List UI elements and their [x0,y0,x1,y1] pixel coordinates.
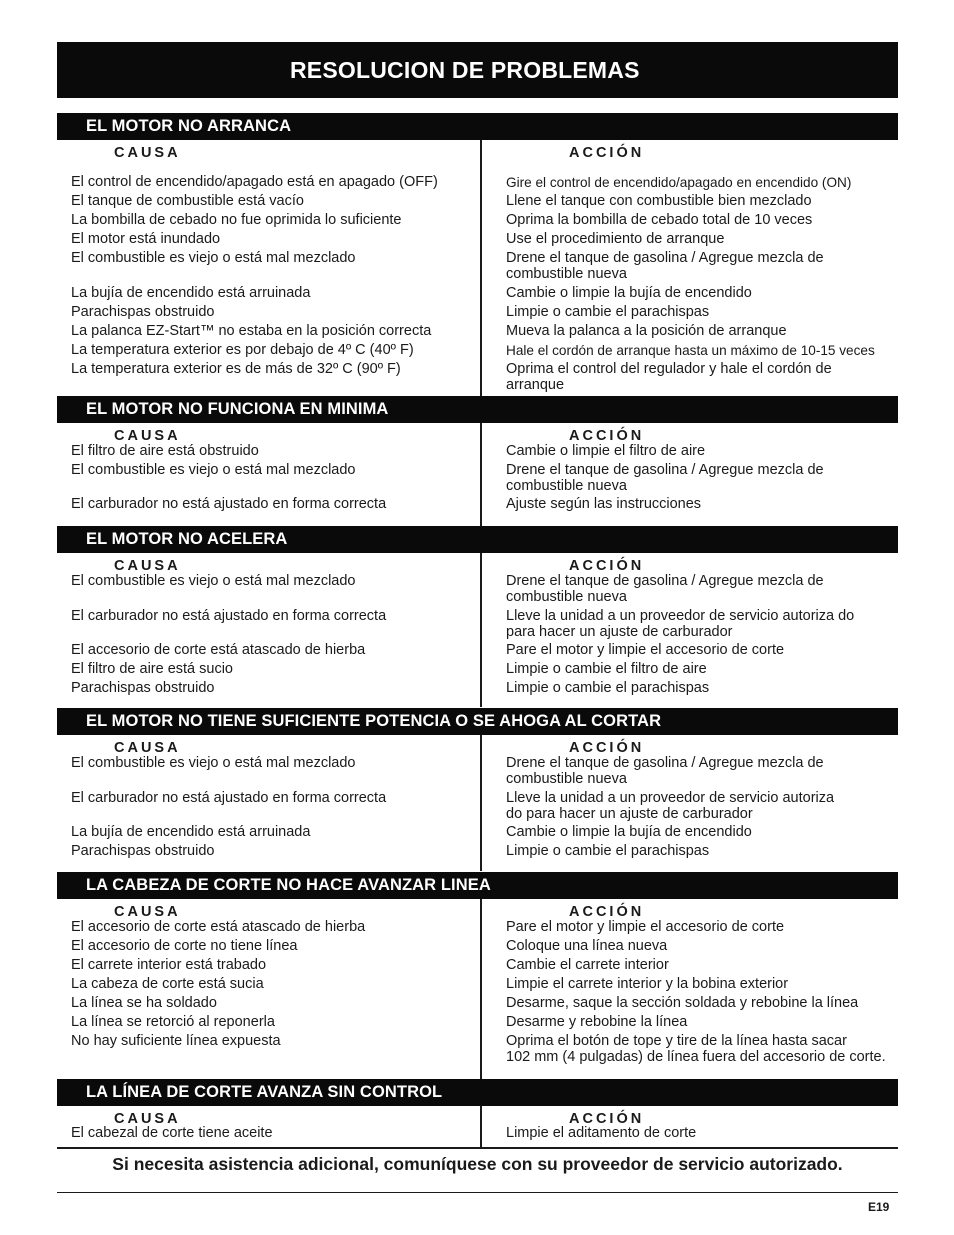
cause-text: La bujía de encendido está arruinada [71,824,311,840]
action-line: Limpie el carrete interior y la bobina exterior [506,976,789,992]
action-heading: ACCIÓN [569,145,645,161]
section [57,708,898,871]
cause-text: El control de encendido/apagado está en apagado (OFF) [71,174,438,190]
action-text [506,1015,687,1031]
footer-note: Si necesita asistencia adicional, comuníquese con su proveedor de servicio autorizado. [112,1154,843,1174]
action-heading: ACCIÓN [569,904,645,920]
action-text [506,232,724,248]
section-body [57,140,898,396]
cause-text: La cabeza de corte está sucia [71,976,264,992]
page-number: E19 [868,1200,890,1214]
action-line: Limpie el aditamento de corte [506,1125,697,1141]
bottom-rule [57,1192,898,1193]
cause-column [71,899,471,1079]
cause-heading: CAUSA [114,145,181,161]
action-column [506,899,916,1079]
action-text [506,286,752,302]
action-line: Lleve la unidad a un proveedor de servicio autoriza [506,790,835,806]
cause-heading: CAUSA [114,558,181,574]
action-heading: ACCIÓN [569,428,645,444]
cause-text: El combustible es viejo o está mal mezclado [71,573,356,589]
column-divider [480,423,482,527]
cause-text: La línea se ha soldado [71,995,217,1011]
section-body [57,735,898,871]
action-line: Use el procedimiento de arranque [506,231,725,247]
action-heading: ACCIÓN [569,1111,645,1127]
action-line: Cambie o limpie la bujía de encendido [506,285,752,301]
cause-column [71,140,471,396]
action-line: Limpie o cambie el parachispas [506,680,710,696]
cause-text: Parachispas obstruido [71,680,215,696]
action-column [506,1106,916,1148]
action-line: combustible nueva [506,477,627,494]
cause-text: El carburador no está ajustado en forma correcta [71,790,387,806]
action-text [506,213,812,229]
cause-text: La bujía de encendido está arruinada [71,285,311,301]
action-text [506,574,824,605]
cause-text: El combustible es viejo o está mal mezclado [71,250,356,266]
action-text [506,324,787,340]
cause-text: El accesorio de corte está atascado de hierba [71,642,366,658]
action-line: Llene el tanque con combustible bien mezclado [506,193,812,209]
action-line: Desarme, saque la sección soldada y rebobine la línea [506,995,859,1011]
action-line: Pare el motor y limpie el accesorio de corte [506,642,785,658]
section-body [57,899,898,1079]
action-text [506,497,701,513]
action-line: Cambie el carrete interior [506,957,669,973]
cause-heading: CAUSA [114,740,181,756]
action-line: do para hacer un ajuste de carburador [506,805,753,822]
action-line: Oprima el botón de tope y tire de la línea hasta sacar [506,1033,847,1049]
action-column [506,423,916,527]
action-line: Gire el control de encendido/apagado en encendido (ON) [506,175,852,190]
column-divider [480,899,482,1079]
section [57,113,898,396]
section-body [57,423,898,527]
cause-text: El tanque de combustible está vacío [71,193,304,209]
cause-heading: CAUSA [114,1111,181,1127]
action-line: Drene el tanque de gasolina / Agregue mezcla de [506,462,824,478]
action-line: Drene el tanque de gasolina / Agregue mezcla de [506,755,824,771]
cause-column [71,553,471,707]
action-text [506,305,709,321]
action-line: combustible nueva [506,770,627,787]
cause-text: No hay suficiente línea expuesta [71,1033,281,1049]
action-text [506,463,824,494]
action-text [506,681,709,697]
action-text [506,251,824,282]
action-line: arranque [506,376,565,393]
action-line: combustible nueva [506,588,627,605]
section [57,526,898,707]
action-text [506,977,788,993]
section-header: EL MOTOR NO TIENE SUFICIENTE POTENCIA O SE AHOGA AL CORTAR [57,708,898,735]
action-line: combustible nueva [506,265,627,282]
action-column [506,735,916,871]
action-text [506,920,784,936]
column-divider [480,1106,482,1148]
cause-text: El accesorio de corte está atascado de hierba [71,919,366,935]
action-text [506,791,834,822]
cause-text: El cabezal de corte tiene aceite [71,1125,273,1141]
cause-text: La línea se retorció al reponerla [71,1014,275,1030]
action-line: Cambie o limpie la bujía de encendido [506,824,752,840]
action-line: Lleve la unidad a un proveedor de servicio autoriza do [506,608,855,624]
action-line: Hale el cordón de arranque hasta un máximo de 10-15 veces [506,343,875,358]
cause-text: La palanca EZ-Start™ no estaba en la posición correcta [71,323,432,339]
action-text [506,362,832,393]
section-header: LA CABEZA DE CORTE NO HACE AVANZAR LINEA [57,872,898,899]
cause-text: El carburador no está ajustado en forma correcta [71,608,387,624]
section-header: EL MOTOR NO FUNCIONA EN MINIMA [57,396,898,423]
action-line: Ajuste según las instrucciones [506,496,702,512]
action-line: Oprima el control del regulador y hale el cordón de [506,361,832,377]
cause-column [71,1106,471,1148]
cause-text: Parachispas obstruido [71,304,215,320]
action-line: Drene el tanque de gasolina / Agregue mezcla de [506,573,824,589]
cause-text: El carrete interior está trabado [71,957,267,973]
cause-text: El motor está inundado [71,231,221,247]
action-column [506,140,916,396]
action-line: Pare el motor y limpie el accesorio de corte [506,919,785,935]
page-title-bar [57,42,898,98]
section-header: EL MOTOR NO ACELERA [57,526,898,553]
action-text [506,825,752,841]
cause-text: El combustible es viejo o está mal mezclado [71,755,356,771]
action-line: Drene el tanque de gasolina / Agregue mezcla de [506,250,824,266]
section [57,1079,898,1148]
action-text [506,996,858,1012]
section-body [57,553,898,707]
action-heading: ACCIÓN [569,740,645,756]
section-header: LA LÍNEA DE CORTE AVANZA SIN CONTROL [57,1079,898,1106]
action-line: Limpie o cambie el filtro de aire [506,661,707,677]
cause-text: La temperatura exterior es de más de 32º C (90º F) [71,361,401,377]
action-text [506,939,667,955]
action-text [506,958,669,974]
column-divider [480,140,482,396]
cause-heading: CAUSA [114,428,181,444]
action-line: Limpie o cambie el parachispas [506,304,710,320]
action-text [506,1034,886,1065]
action-text [506,1126,696,1142]
section [57,396,898,527]
action-text [506,643,784,659]
action-line: Oprima la bombilla de cebado total de 10 veces [506,212,813,228]
action-text [506,844,709,860]
cause-text: El filtro de aire está sucio [71,661,233,677]
cause-text: La bombilla de cebado no fue oprimida lo suficiente [71,212,402,228]
section-body [57,1106,898,1148]
action-text [506,662,707,678]
action-text [506,194,812,210]
action-text [506,609,854,640]
column-divider [480,735,482,871]
section-header: EL MOTOR NO ARRANCA [57,113,898,140]
section [57,872,898,1079]
cause-text: El accesorio de corte no tiene línea [71,938,298,954]
action-text [506,175,851,191]
action-heading: ACCIÓN [569,558,645,574]
action-line: Limpie o cambie el parachispas [506,843,710,859]
action-line: 102 mm (4 pulgadas) de línea fuera del accesorio de corte. [506,1048,886,1065]
cause-text: El combustible es viejo o está mal mezclado [71,462,356,478]
cause-text: Parachispas obstruido [71,843,215,859]
action-text [506,343,875,359]
column-divider [480,553,482,707]
cause-text: El carburador no está ajustado en forma correcta [71,496,387,512]
cause-column [71,735,471,871]
cause-text: La temperatura exterior es por debajo de 4º C (40º F) [71,342,414,358]
table-bottom-rule [57,1147,898,1149]
action-line: para hacer un ajuste de carburador [506,623,733,640]
action-column [506,553,916,707]
action-line: Desarme y rebobine la línea [506,1014,688,1030]
page-title: RESOLUCION DE PROBLEMAS [290,56,640,83]
action-line: Cambie o limpie el filtro de aire [506,443,706,459]
action-text [506,444,705,460]
cause-column [71,423,471,527]
cause-heading: CAUSA [114,904,181,920]
action-text [506,756,824,787]
action-line: Mueva la palanca a la posición de arranque [506,323,787,339]
action-line: Coloque una línea nueva [506,938,668,954]
cause-text: El filtro de aire está obstruido [71,443,259,459]
